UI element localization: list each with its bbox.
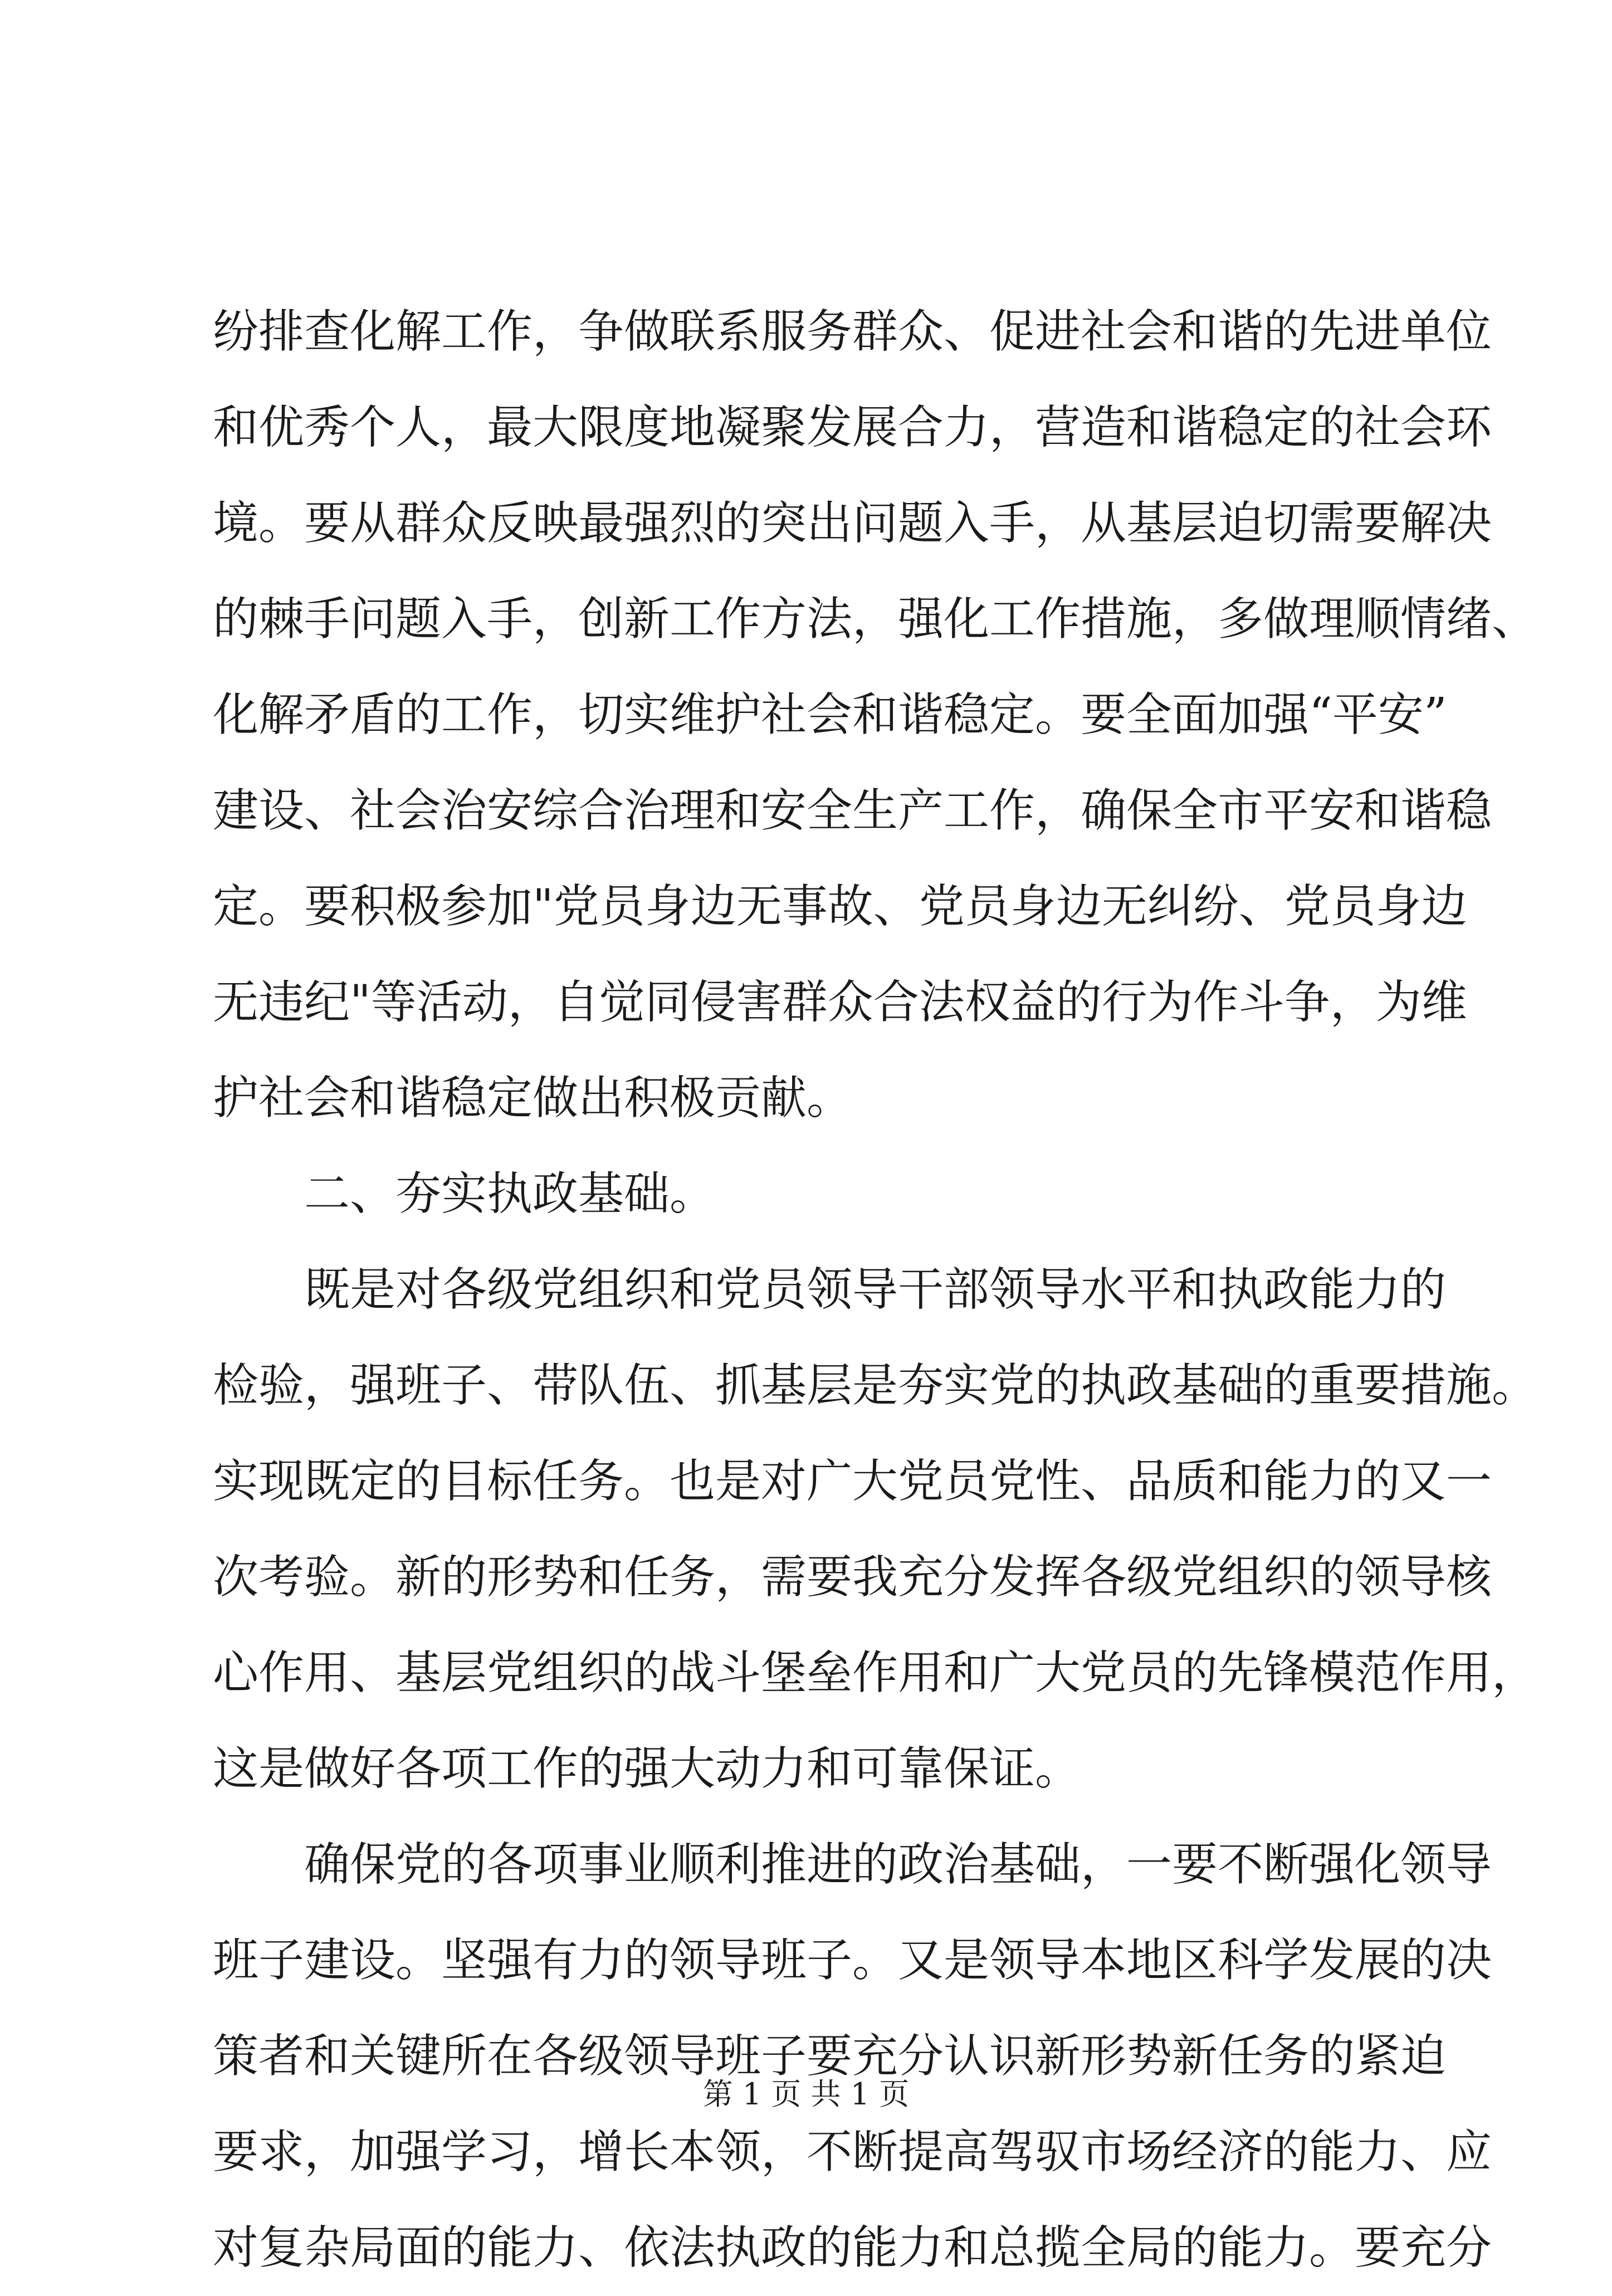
- text-line: 实现既定的目标任务。也是对广大党员党性、品质和能力的又一: [213, 1455, 1492, 1508]
- text-line: 护社会和谐稳定做出积极贡献。: [213, 1072, 853, 1125]
- text-line: 化解矛盾的工作，切实维护社会和谐稳定。要全面加强“平安”: [213, 688, 1447, 741]
- text-line: 次考验。新的形势和任务，需要我充分发挥各级党组织的领导核: [213, 1551, 1492, 1604]
- text-line: 检验，强班子、带队伍、抓基层是夯实党的执政基础的重要措施。: [213, 1359, 1538, 1412]
- text-line: 定。要积极参加"党员身边无事故、党员身边无纠纷、党员身边: [213, 880, 1467, 933]
- text-line: 的棘手问题入手，创新工作方法，强化工作措施，多做理顺情绪、: [213, 593, 1538, 646]
- document-body: [213, 284, 1538, 2296]
- text-line: 既是对各级党组织和党员领导干部领导水平和执政能力的: [304, 1263, 1447, 1316]
- page-footer: 第 1 页 共 1 页: [702, 2077, 910, 2112]
- text-line: 这是做好各项工作的强大动力和可靠保证。: [213, 1742, 1081, 1795]
- text-line: 无违纪"等活动，自觉同侵害群众合法权益的行为作斗争，为维: [213, 976, 1467, 1029]
- text-line: 对复杂局面的能力、依法执政的能力和总揽全局的能力。要充分: [213, 2221, 1492, 2274]
- text-line: 二、夯实执政基础。: [304, 1167, 716, 1220]
- text-line: 建设、社会治安综合治理和安全生产工作，确保全市平安和谐稳: [213, 784, 1492, 837]
- text-line: 策者和关键所在各级领导班子要充分认识新形势新任务的紧迫: [213, 2030, 1447, 2083]
- text-line: 要求，加强学习，增长本领，不断提高驾驭市场经济的能力、应: [213, 2126, 1492, 2178]
- text-line: 纷排查化解工作，争做联系服务群众、促进社会和谐的先进单位: [213, 305, 1492, 358]
- text-line: 和优秀个人，最大限度地凝聚发展合力，营造和谐稳定的社会环: [213, 401, 1492, 454]
- text-line: 班子建设。坚强有力的领导班子。又是领导本地区科学发展的决: [213, 1934, 1492, 1987]
- text-line: 确保党的各项事业顺利推进的政治基础，一要不断强化领导: [304, 1838, 1492, 1891]
- text-line: 境。要从群众反映最强烈的突出问题入手，从基层迫切需要解决: [213, 497, 1492, 550]
- text-line: 心作用、基层党组织的战斗堡垒作用和广大党员的先锋模范作用，: [213, 1647, 1538, 1699]
